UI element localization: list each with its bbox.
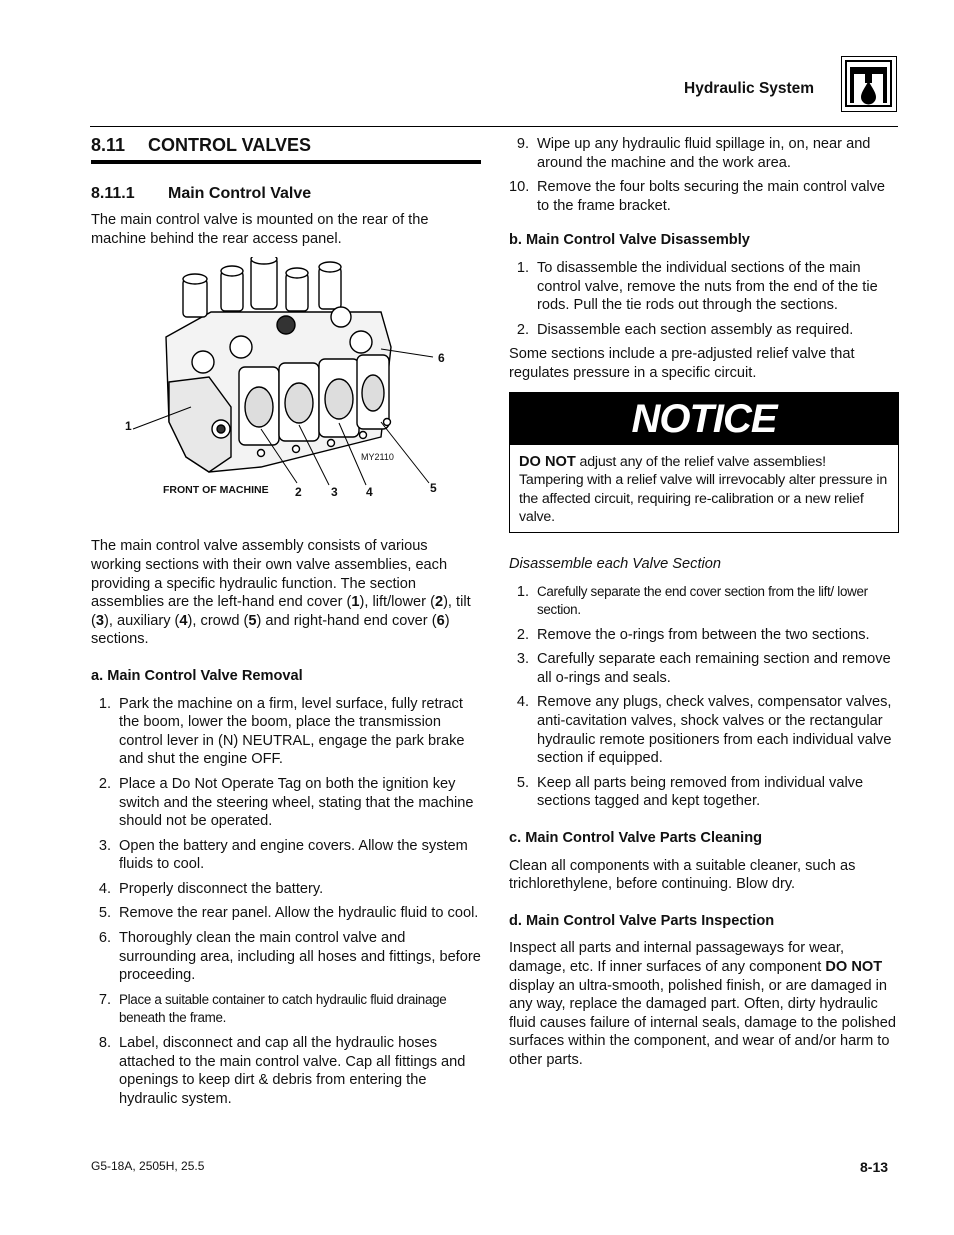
cleaning-text: Clean all components with a suitable cleaner, such as trichlorethylene, before continuing. Blow dry. <box>509 857 856 893</box>
list-item: 10. Remove the four bolts securing the main control valve to the frame bracket. <box>509 179 885 214</box>
list-item: 9. Wipe up any hydraulic fluid spillage in, on, near and around the machine and the work area. <box>516 136 871 171</box>
notice-title: NOTICE <box>510 393 898 445</box>
subsection-title <box>91 185 481 204</box>
sections-description: The main control valve assembly consists of various working sections with their own valve assemblies, each providing a specific hydraulic function. The section assemblies are the left-hand end cover (1), lift/lower (2), tilt (3), auxiliary (4), crowd (5) and right-hand end cover (6) sections. <box>91 538 471 648</box>
control-valve-illustration <box>91 257 481 527</box>
removal-steps <box>91 695 481 1109</box>
footer-model-codes: G5-18A, 2505H, 25.5 <box>91 1159 205 1173</box>
each-section-steps <box>509 583 899 812</box>
callout-3: 3 <box>331 485 338 500</box>
callout-6: 6 <box>438 351 445 366</box>
list-item: 5. Remove the rear panel. Allow the hydraulic fluid to cool. <box>98 905 479 922</box>
section-heading: CONTROL VALVES <box>148 135 312 155</box>
cleaning-heading: c. Main Control Valve Parts Cleaning <box>509 830 763 847</box>
callout-4: 4 <box>366 485 373 500</box>
notice-box <box>509 392 899 533</box>
list-item: 1. Park the machine on a firm, level surface, fully retract the boom, lower the boom, place the transmission control lever in (N) NEUTRAL, engage the park brake and shut the engine OFF. <box>98 695 465 768</box>
callout-5: 5 <box>430 481 437 496</box>
inspection-heading: d. Main Control Valve Parts Inspection <box>509 912 775 929</box>
list-item: 6. Thoroughly clean the main control valve and surrounding area, including all hoses and fittings, before proceeding. <box>98 930 481 984</box>
each-section-heading: Disassemble each Valve Section <box>509 555 721 572</box>
header-title: Hydraulic System <box>684 80 815 97</box>
list-item: 8. Label, disconnect and cap all the hydraulic hoses attached to the main control valve. Cap all fittings and openings to keep dirt & debris from entering the hydraulic system. <box>98 1035 466 1107</box>
left-column <box>91 132 481 1114</box>
list-item: 4. Remove any plugs, check valves, compensator valves, anti-cavitation valves, shock valves or the rectangular hydraulic remote positioners from each individual valve section if equipped. <box>516 694 892 767</box>
inspection-text: Inspect all parts and internal passageways for wear, damage, etc. If inner surfaces of any component DO NOT display an ultra-smooth, polished finish, or are damaged in any way, replace the damaged part. Often, dirty hydraulic fluid causes failure of internal seals, damage to the polished surfaces within the component, and wear of and/or harm to other parts. <box>509 940 896 1068</box>
control-valve-figure <box>91 257 481 527</box>
figure-caption: FRONT OF MACHINE <box>163 484 269 497</box>
header-rule <box>90 126 898 127</box>
figure-code: MY2110 <box>361 452 394 463</box>
section-number: 8.11 <box>91 135 126 155</box>
list-item: 3. Carefully separate each remaining section and remove all o-rings and seals. <box>516 651 891 686</box>
section-title <box>91 136 481 164</box>
list-item: 2. Remove the o-rings from between the two sections. <box>516 626 870 643</box>
disassembly-steps <box>509 259 899 339</box>
subsection-heading: Main Control Valve <box>168 184 312 202</box>
hydraulic-system-icon <box>841 56 897 112</box>
list-item: 1. Carefully separate the end cover section from the lift/ lower section. <box>516 583 868 618</box>
list-item: 1. To disassemble the individual sections of the main control valve, remove the nuts from the end of the tie rods. Pull the tie rods out through the sections. <box>516 259 878 314</box>
list-item: 2. Disassemble each section assembly as required. <box>516 321 854 338</box>
subsection-number: 8.11.1 <box>91 184 135 202</box>
notice-body: DO NOT adjust any of the relief valve assemblies! Tampering with a relief valve will irrevocably alter pressure in the affected circuit, requiring re-calibration or a new relief valve. <box>519 453 888 526</box>
list-item: 5. Keep all parts being removed from individual valve sections tagged and kept together. <box>516 774 864 810</box>
list-item: 7. Place a suitable container to catch hydraulic fluid drainage beneath the frame. <box>98 991 447 1026</box>
right-column <box>509 135 899 1079</box>
callout-1: 1 <box>125 419 132 434</box>
intro-paragraph: The main control valve is mounted on the rear of the machine behind the rear access panel. <box>91 212 429 247</box>
callout-2: 2 <box>295 485 302 500</box>
removal-steps-continued <box>509 135 899 215</box>
list-item: 4. Properly disconnect the battery. <box>98 880 324 897</box>
list-item: 3. Open the battery and engine covers. Allow the system fluids to cool. <box>98 837 468 873</box>
list-item: 2. Place a Do Not Operate Tag on both the ignition key switch and the steering wheel, stating that the machine should not be operated. <box>98 775 474 830</box>
page-number: 8-13 <box>860 1159 889 1175</box>
removal-heading: a. Main Control Valve Removal <box>91 667 303 684</box>
disassembly-heading: b. Main Control Valve Disassembly <box>509 232 750 249</box>
relief-valve-note: Some sections include a pre-adjusted relief valve that regulates pressure in a specific circuit. <box>509 346 855 381</box>
